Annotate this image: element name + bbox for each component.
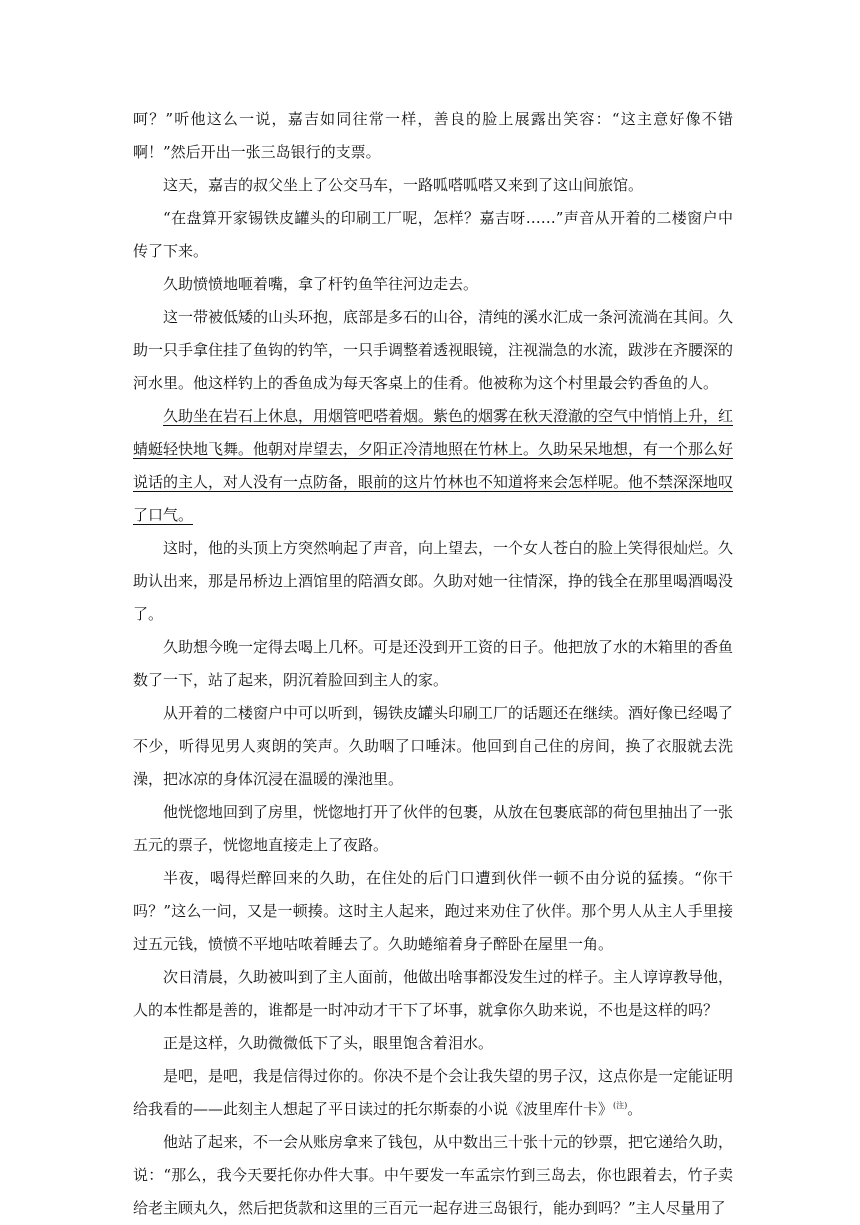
paragraph: 久助想今晚一定得去喝上几杯。可是还没到开工资的日子。他把放了水的木箱里的香鱼数了一下，站了起来，阴沉着脸回到主人的家。 <box>133 638 734 689</box>
paragraph: 这天，嘉吉的叔父坐上了公交马车，一路呱嗒呱嗒又来到了这山间旅馆。 <box>163 176 644 194</box>
paragraph: 从开着的二楼窗户中可以听到，锡铁皮罐头印刷工厂的话题还在继续。酒好像已经喝了不少，听得见男人爽朗的笑声。久助咽了口唾沫。他回到自己住的房间，换了衣服就去洗澡，把冰凉的身体沉浸在温暖的澡池里。 <box>133 704 734 788</box>
paragraph: 这一带被低矮的山头环抱，底部是多石的山谷，清纯的溪水汇成一条河流淌在其间。久助一只手拿住挂了鱼钩的钓竿，一只手调整着透视眼镜，注视湍急的水流，跋涉在齐腰深的河水里。他这样钓上的香鱼成为每天客桌上的佳肴。他被称为这个村里最会钓香鱼的人。 <box>133 308 734 392</box>
paragraph: 正是这样，久助微微低下了头，眼里饱含着泪水。 <box>163 1034 494 1052</box>
document-body <box>133 103 733 1225</box>
paragraph: 这时，他的头顶上方突然响起了声音，向上望去，一个女人苍白的脸上笑得很灿烂。久助认出来，那是吊桥边上酒馆里的陪酒女郎。久助对她一往情深，挣的钱全在那里喝酒喝没了。 <box>133 539 734 623</box>
paragraph: 次日清晨，久助被叫到了主人面前，他做出啥事都没发生过的样子。主人谆谆教导他，人的本性都是善的，谁都是一时冲动才干下了坏事，就拿你久助来说，不也是这样的吗？ <box>133 968 734 1019</box>
paragraph <box>133 1060 733 1126</box>
paragraph: “在盘算开家锡铁皮罐头的印刷工厂呢，怎样？嘉吉呀……”声音从开着的二楼窗户中传了下来。 <box>133 209 733 260</box>
paragraph-underlined <box>133 400 733 532</box>
paragraph: 半夜，喝得烂醉回来的久助，在住处的后门口遭到伙伴一顿不由分说的猛揍。“你干吗？”这么一问，又是一顿揍。这时主人起来，跑过来劝住了伙伴。那个男人从主人手里接过五元钱，愤愤不平地咕哝着睡去了。久助蜷缩着身子醉卧在屋里一角。 <box>133 869 733 953</box>
footnote-marker: (注) <box>613 1101 628 1110</box>
underlined-passage: 久助坐在岩石上休息，用烟管吧嗒着烟。紫色的烟雾在秋天澄澈的空气中悄悄上升，红蜻蜓轻快地飞舞。他朝对岸望去，夕阳正冷清地照在竹林上。久助呆呆地想，有一个那么好说话的主人，对人没有一点防备，眼前的这片竹林也不知道将来会怎样呢。他不禁深深地叹了口气。 <box>133 407 734 524</box>
paragraph-text: 是吧，是吧，我是信得过你的。你决不是个会让我失望的男子汉，这点你是一定能证明给我看的——此刻主人想起了平日读过的托尔斯泰的小说《波里库什卡》 <box>133 1067 734 1118</box>
paragraph-tail: 。 <box>627 1100 643 1118</box>
paragraph: 久助愤愤地咂着嘴，拿了杆钓鱼竿往河边走去。 <box>163 275 479 293</box>
paragraph: 他站了起来，不一会从账房拿来了钱包，从中数出三十张十元的钞票，把它递给久助，说：“那么，我今天要托你办件大事。中午要发一车孟宗竹到三岛去，你也跟着去，竹子卖给老主顾丸久，然后把货款和这里的三百元一起存进三岛银行，能办到吗？”主人尽量用了 <box>133 1133 734 1217</box>
paragraph: 他恍惚地回到了房里，恍惚地打开了伙伴的包裹，从放在包裹底部的荷包里抽出了一张五元的票子，恍惚地直接走上了夜路。 <box>133 803 734 854</box>
paragraph: 呵？”听他这么一说，嘉吉如同往常一样，善良的脸上展露出笑容：“这主意好像不错啊！”然后开出一张三岛银行的支票。 <box>133 110 733 161</box>
